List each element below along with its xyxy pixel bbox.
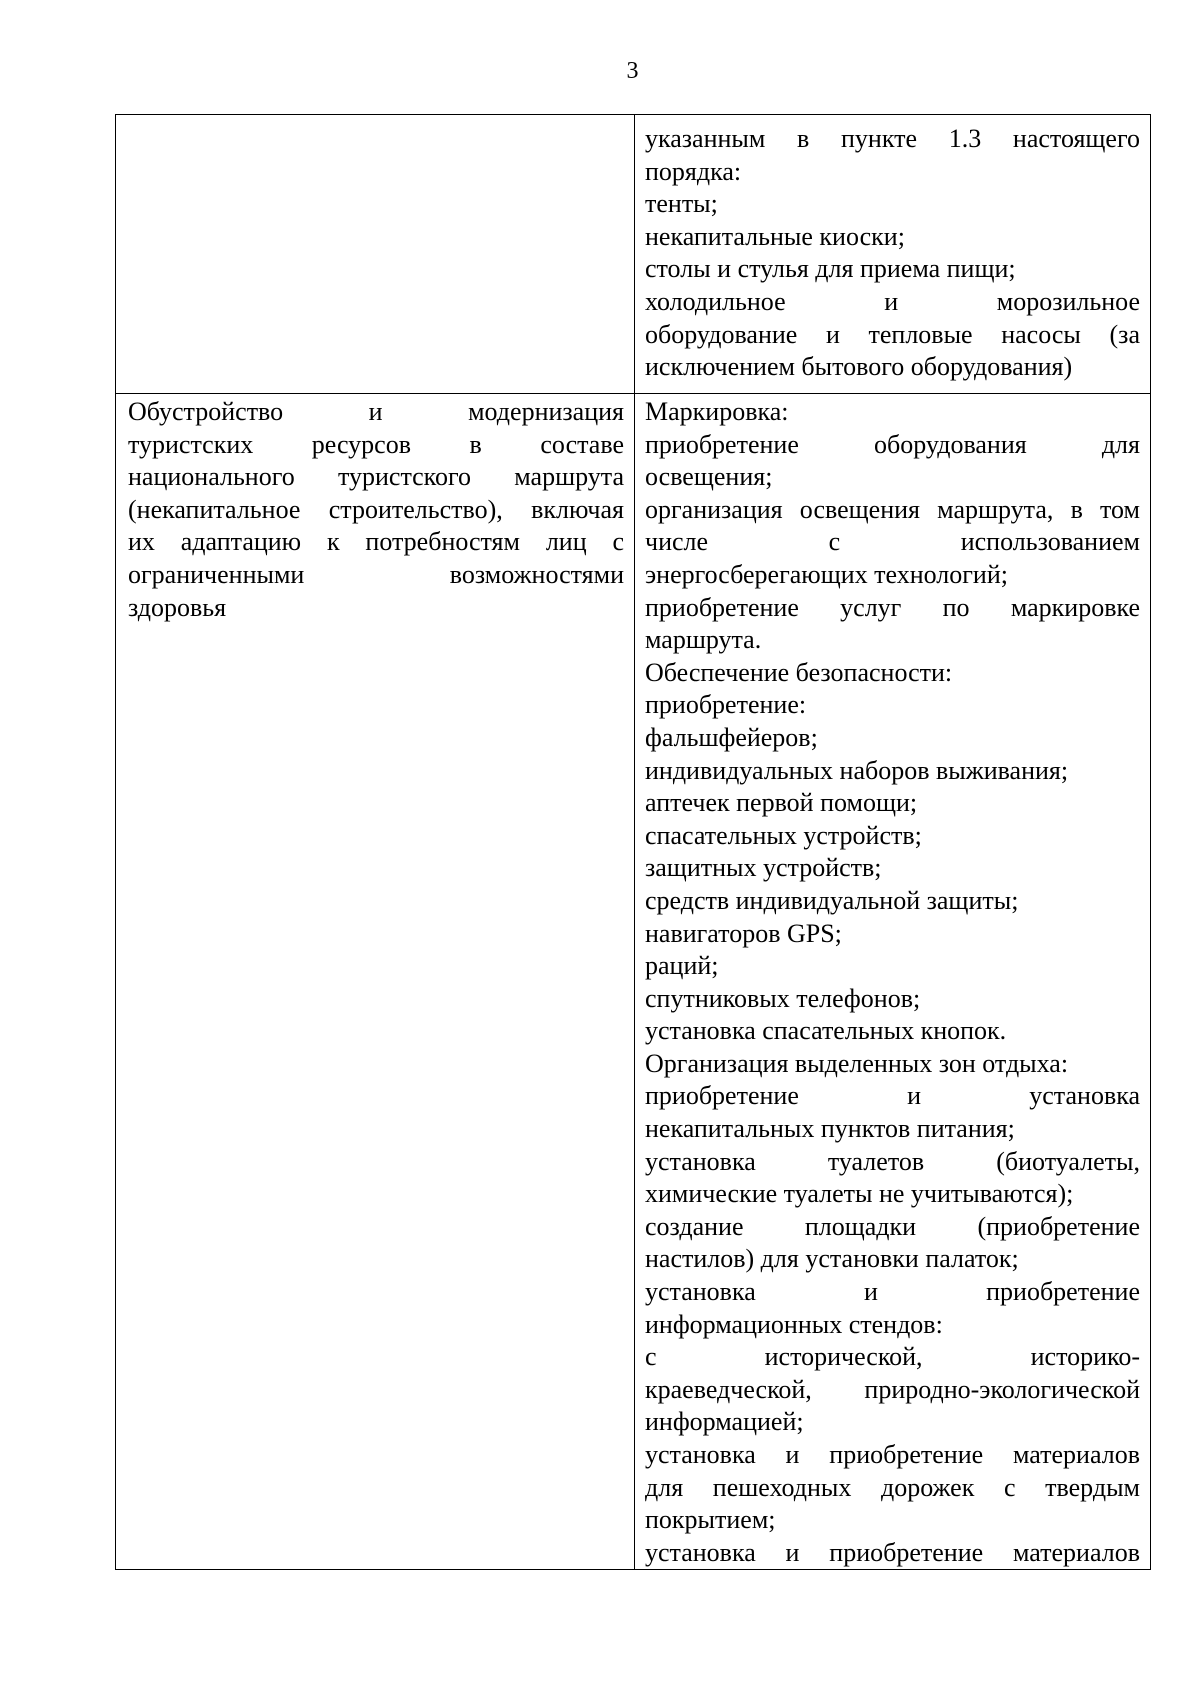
text-line: освещения; bbox=[645, 462, 773, 492]
text-line: аптечек первой помощи; bbox=[645, 788, 918, 818]
text-line: спасательных устройств; bbox=[645, 820, 922, 850]
text-line: здоровья bbox=[128, 592, 227, 622]
text-line: некапитальные киоски; bbox=[645, 221, 905, 251]
text-line: приобретение услуг по маркировке bbox=[645, 592, 1140, 622]
text-line: столы и стулья для приема пищи; bbox=[645, 254, 1016, 284]
text-line: для пешеходных дорожек с твердым bbox=[645, 1472, 1140, 1502]
text-line: настилов) для установки палаток; bbox=[645, 1244, 1019, 1274]
text-line: числе с использованием bbox=[645, 527, 1140, 557]
text-line: национального туристского маршрута bbox=[128, 462, 624, 492]
text-line: Обустройство и модернизация bbox=[128, 397, 624, 426]
text-line: порядка: bbox=[645, 156, 742, 186]
text-line: некапитальных пунктов питания; bbox=[645, 1114, 1015, 1144]
text-line: установка и приобретение материалов bbox=[645, 1440, 1140, 1469]
text-line: с исторической, историко- bbox=[645, 1342, 1140, 1372]
table-row bbox=[116, 115, 1151, 394]
text-line: исключением бытового оборудования) bbox=[645, 352, 1073, 382]
table-cell-category bbox=[116, 394, 635, 1570]
text-line: спутниковых телефонов; bbox=[645, 983, 921, 1013]
text-line: указанным в пункте 1.3 настоящего bbox=[645, 124, 1140, 153]
text-line: приобретение оборудования для bbox=[645, 429, 1140, 459]
text-line: индивидуальных наборов выживания; bbox=[645, 755, 1069, 785]
text-line: (некапитальное строительство), включая bbox=[128, 494, 624, 524]
text-line: Маркировка: bbox=[645, 397, 789, 426]
text-line: раций; bbox=[645, 951, 719, 981]
text-line: информационных стендов: bbox=[645, 1309, 943, 1339]
text-line: ограниченными возможностями bbox=[128, 559, 624, 589]
document-table bbox=[115, 114, 1151, 1570]
text-line: тенты; bbox=[645, 189, 718, 219]
text-line: установка спасательных кнопок. bbox=[645, 1016, 1007, 1046]
text-line: установка туалетов (биотуалеты, bbox=[645, 1146, 1140, 1176]
text-line: создание площадки (приобретение bbox=[645, 1211, 1140, 1241]
text-line: покрытием; bbox=[645, 1505, 776, 1535]
text-line: приобретение и установка bbox=[645, 1081, 1140, 1111]
text-line: краеведческой, природно-экологической bbox=[645, 1374, 1140, 1404]
text-line: установка и приобретение материалов bbox=[645, 1537, 1140, 1567]
text-line: холодильное и морозильное bbox=[645, 286, 1140, 316]
text-line: защитных устройств; bbox=[645, 853, 882, 883]
text-line: их адаптацию к потребностям лиц с bbox=[128, 527, 624, 557]
text-line: маршрута. bbox=[645, 625, 762, 655]
text-line: туристских ресурсов в составе bbox=[128, 429, 624, 459]
table-cell-category bbox=[116, 115, 635, 394]
page-number: 3 bbox=[626, 58, 639, 84]
table-cell-items bbox=[635, 115, 1151, 394]
text-line: Организация выделенных зон отдыха: bbox=[645, 1048, 1069, 1078]
table-row bbox=[116, 394, 1151, 1570]
text-line: установка и приобретение bbox=[645, 1277, 1140, 1307]
text-line: приобретение: bbox=[645, 690, 807, 720]
text-line: организация освещения маршрута, в том bbox=[645, 494, 1140, 524]
text-line: средств индивидуальной защиты; bbox=[645, 885, 1019, 915]
text-line: энергосберегающих технологий; bbox=[645, 559, 1008, 589]
table-cell-items bbox=[635, 394, 1151, 1570]
text-line: навигаторов GPS; bbox=[645, 918, 842, 948]
text-line: химические туалеты не учитываются); bbox=[645, 1179, 1074, 1209]
text-line: Обеспечение безопасности: bbox=[645, 657, 953, 687]
text-line: оборудование и тепловые насосы (за bbox=[645, 319, 1140, 349]
text-line: информацией; bbox=[645, 1407, 804, 1437]
text-line: фальшфейеров; bbox=[645, 722, 818, 752]
